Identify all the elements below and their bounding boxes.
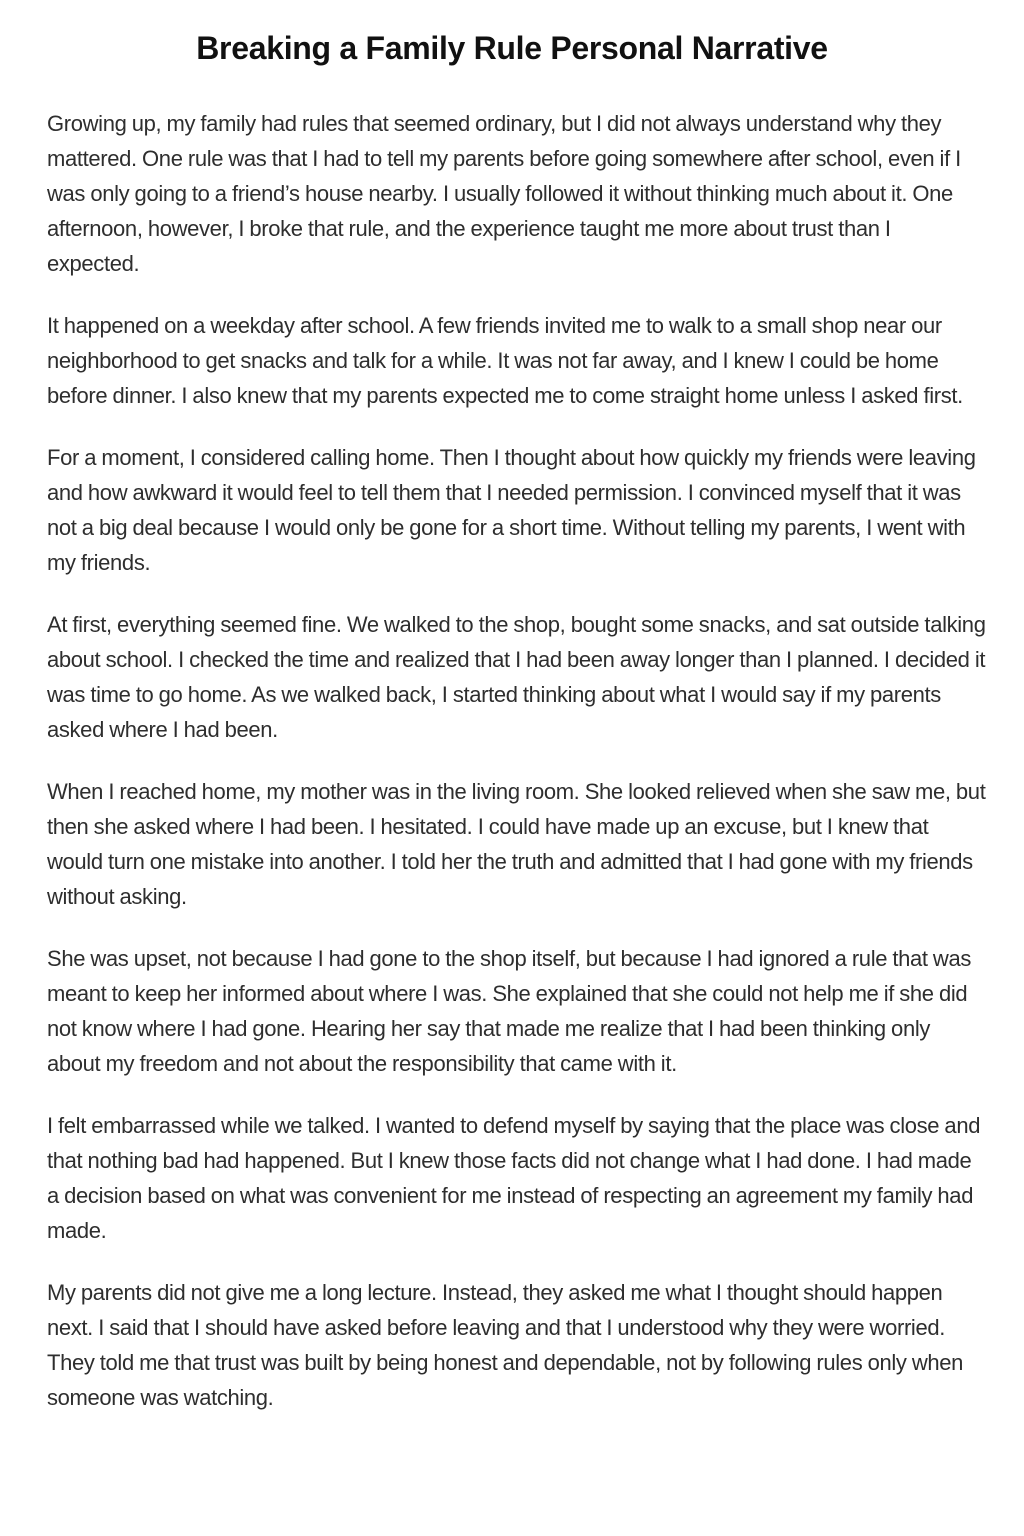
paragraph-2: It happened on a weekday after school. A few friends invited me to walk to a small shop near our neighborhood to get snacks and talk for a while. It was not far away, and I knew I could be home before dinner. I also knew that my parents expected me to come straight home unless I asked first. [47,313,963,408]
paragraph-4: At first, everything seemed fine. We walked to the shop, bought some snacks, and sat outside talking about school. I checked the time and realized that I had been away longer than I planned. I decided it was time to go home. As we walked back, I started thinking about what I would say if my parents asked where I had been. [47,612,986,742]
paragraph-1: Growing up, my family had rules that seemed ordinary, but I did not always understand why they mattered. One rule was that I had to tell my parents before going somewhere after school, even if I was only going to a friend’s house nearby. I usually followed it without thinking much about it. One afternoon, however, I broke that rule, and the experience taught me more about trust than I expected. [47,111,961,276]
paragraph-6: She was upset, not because I had gone to the shop itself, but because I had ignored a rule that was meant to keep her informed about where I was. She explained that she could not help me if she did not know where I had gone. Hearing her say that made me realize that I had been thinking only about my freedom and not about the responsibility that came with it. [47,946,972,1076]
paragraph-3: For a moment, I considered calling home. Then I thought about how quickly my friends were leaving and how awkward it would feel to tell them that I needed permission. I convinced myself that it was not a big deal because I would only be gone for a short time. Without telling my parents, I went with my friends. [47,445,976,575]
paragraph-5: When I reached home, my mother was in the living room. She looked relieved when she saw me, but then she asked where I had been. I hesitated. I could have made up an excuse, but I knew that would turn one mistake into another. I told her the truth and admitted that I had gone with my friends without asking. [47,779,986,909]
paragraph-7: I felt embarrassed while we talked. I wanted to defend myself by saying that the place was close and that nothing bad had happened. But I knew those facts did not change what I had done. I had made a decision based on what was convenient for me instead of respecting an agreement my family had made. [47,1113,981,1243]
document-body [47,106,987,1442]
paragraph-8: My parents did not give me a long lecture. Instead, they asked me what I thought should happen next. I said that I should have asked before leaving and that I understood why they were worried. They told me that trust was built by being honest and dependable, not by following rules only when someone was watching. [47,1280,964,1410]
document-title: Breaking a Family Rule Personal Narrative [196,30,828,66]
